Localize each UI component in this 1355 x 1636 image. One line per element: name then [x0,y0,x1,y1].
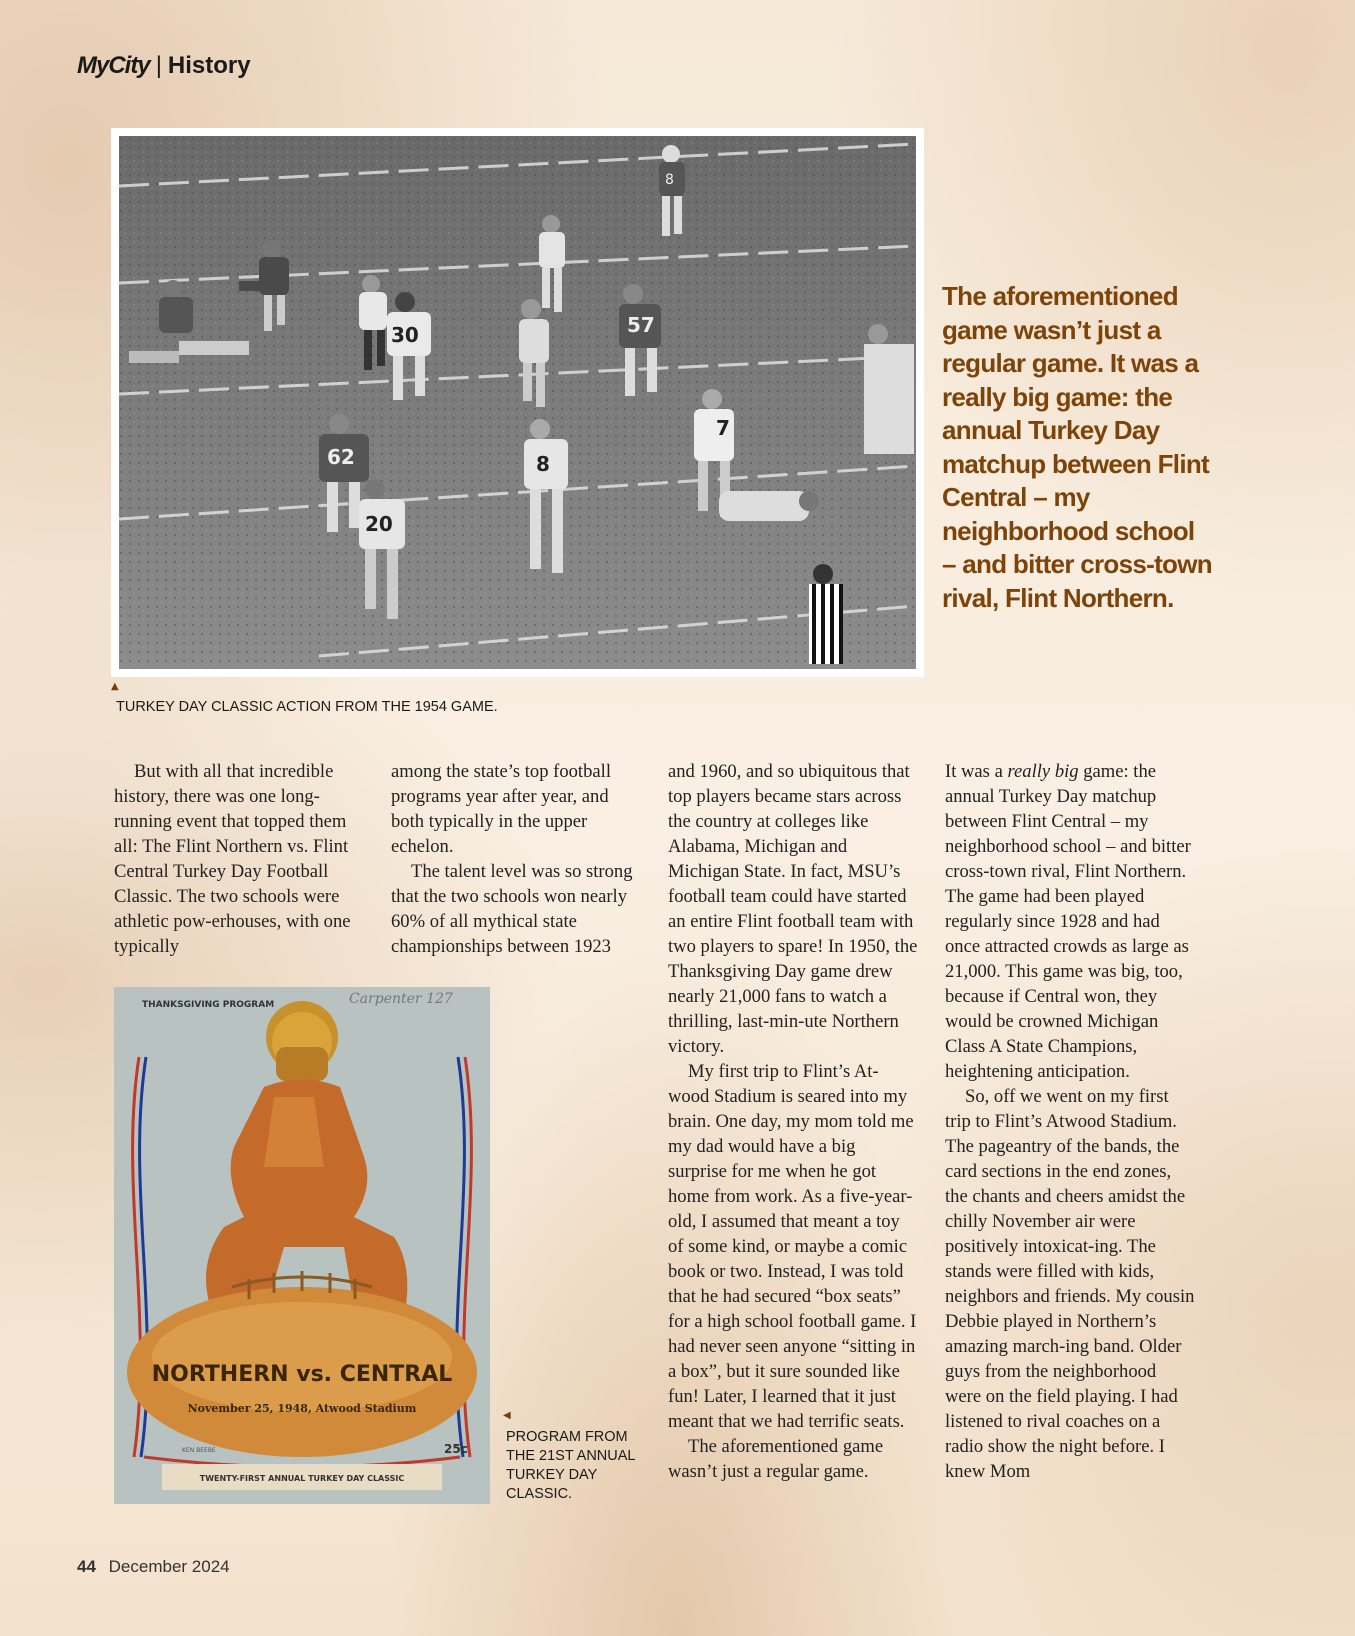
program-caption: PROGRAM FROM THE 21ST ANNUAL TURKEY DAY CLASSIC. [506,1429,635,1502]
brand-logo: MyCity [77,52,150,79]
section-label: History [167,52,251,79]
text-run: game: the annual Turkey Day matchup between Flint Central – my neighborhood school – and bitter cross-town rival, Flint Northern. The game had been played regularly since 1928 and had once attracted crowds as large as 21,000. This game was big, too, because if Central won, they would be crowned Michigan Class A State Champions, heightening anticipation. [945,761,1191,1082]
issue-date: December 2024 [108,1557,230,1576]
jersey-number: 7 [716,416,730,440]
paragraph [945,759,1195,1084]
program-date: November 25, 1948, Atwood Stadium [187,1402,417,1415]
svg-text:8: 8 [665,172,674,188]
masthead [77,52,251,80]
paragraph: But with all that incredible history, there was one long-running event that topped them all: The Flint Northern vs. Flint Central Turkey Day Football Classic. The two schools were athletic pow-erhouses, with one typically [114,761,351,957]
caption-arrow-up-icon: ▲ [111,681,119,692]
page-footer [77,1557,230,1577]
caption-arrow-left-icon: ◀ [503,1410,511,1421]
emphasis-text: really big [1007,761,1079,782]
program-price: 25c [444,1442,468,1456]
football-action-photo [119,136,916,669]
text-run: It was a [945,761,1008,782]
program-top-label: THANKSGIVING PROGRAM [142,1000,275,1010]
masthead-divider: | [155,52,162,79]
football-photo-frame [111,128,924,677]
jersey-number: 57 [627,313,655,337]
pull-quote: The aforementioned game wasn’t just a regular game. It was a really big game: the annual Turkey Day matchup between Flint Central – my neighborhood school – and bitter cross-town rival, Flint Northern. [942,281,1212,613]
program-handwriting: Carpenter 127 [349,991,453,1007]
paragraph: My first trip to Flint’s At-wood Stadium is seared into my brain. One day, my mom told me my dad would have a big surprise for me when he got home from work. As a five-year-old, I assumed that meant a toy of some kind, or maybe a comic book or two. Instead, I was told that he had secured “box seats” for a high school football game. I had never seen anyone “sitting in a box”, but it sure sounded like fun! Later, I learned that it just meant that we had terrific seats. [668,1061,917,1432]
jersey-number: 30 [391,323,419,347]
program-title: NORTHERN vs. CENTRAL [151,1362,453,1387]
article-column-4 [945,759,1195,1484]
paragraph: The aforementioned game wasn’t just a regular game. [668,1436,884,1482]
program-bottom-label: TWENTY-FIRST ANNUAL TURKEY DAY CLASSIC [199,1474,405,1483]
jersey-number: 20 [365,512,393,536]
paragraph: among the state’s top football programs year after year, and both typically in the upper echelon. [391,761,611,857]
jersey-number: 8 [536,452,550,476]
program-artist: KEN BEEBE [182,1447,216,1454]
photo-caption: TURKEY DAY CLASSIC ACTION FROM THE 1954 GAME. [116,699,498,715]
paragraph: So, off we went on my first trip to Flint’s Atwood Stadium. The pageantry of the bands, the card sections in the end zones, the chants and cheers amidst the chilly November air were positively intoxicat-ing. The stands were filled with kids, neighbors and friends. My cousin Debbie played in Northern’s amazing march-ing band. Older guys from the neighborhood were on the field playing. I had listened to rival coaches on a radio show the night before. I knew Mom [945,1086,1195,1482]
thanksgiving-program-cover [114,987,490,1504]
jersey-number: 62 [327,445,355,469]
article-column-1 [114,759,364,959]
paragraph: and 1960, and so ubiquitous that top players became stars across the country at colleges like Alabama, Michigan and Michigan State. In fact, MSU’s football team could have started an entire Flint football team with two players to spare! In 1950, the Thanksgiving Day game drew nearly 21,000 fans to watch a thrilling, last-min-ute Northern victory. [668,761,918,1057]
paragraph: The talent level was so strong that the two schools won nearly 60% of all mythical state championships between 1923 [391,861,633,957]
article-column-3 [668,759,918,1484]
article-column-2 [391,759,641,959]
page-number: 44 [77,1557,96,1576]
